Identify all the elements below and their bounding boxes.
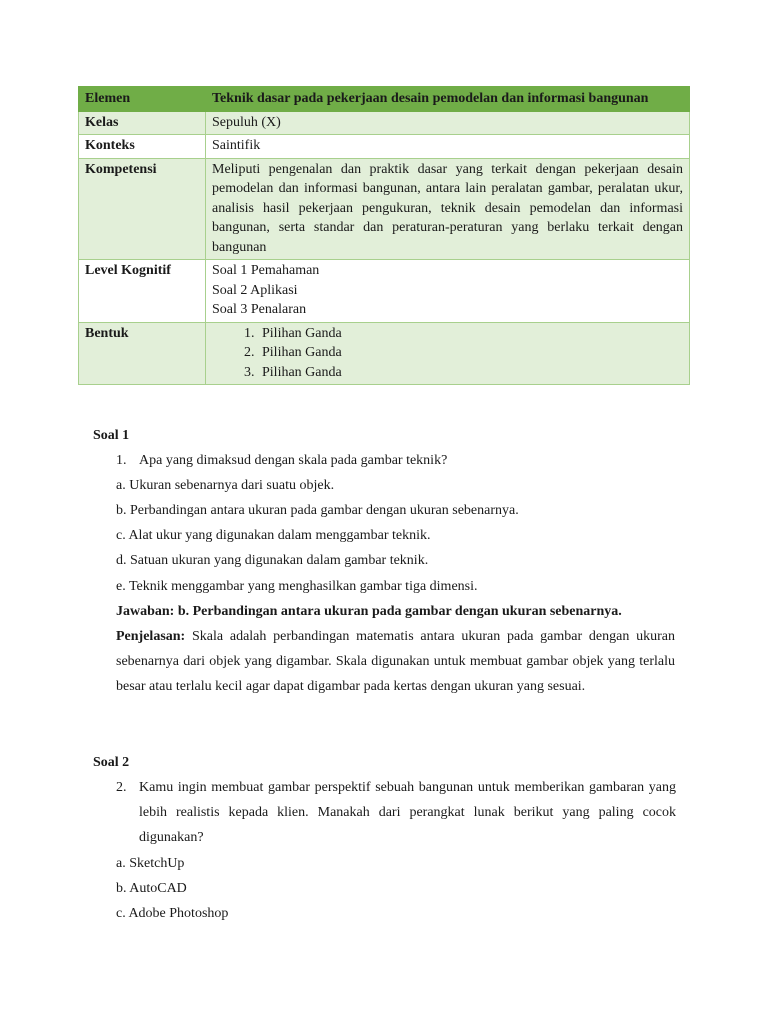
- soal-2-option-b: b. AutoCAD: [116, 881, 187, 896]
- table-row-kompetensi: [79, 158, 690, 260]
- list-item: 2. Pilihan Ganda: [258, 343, 683, 363]
- value-kelas: Sepuluh (X): [206, 111, 690, 135]
- label-bentuk: Bentuk: [79, 322, 206, 385]
- soal-1-option-a: a. Ukuran sebenarnya dari suatu objek.: [116, 478, 335, 493]
- table-row-elemen: [79, 87, 690, 112]
- table-row-kelas: [79, 111, 690, 135]
- list-item: 3. Pilihan Ganda: [258, 363, 683, 383]
- value-level-kognitif: [206, 260, 690, 323]
- label-kelas: Kelas: [79, 111, 206, 135]
- table-row-bentuk: [79, 322, 690, 385]
- bentuk-list: [212, 324, 683, 383]
- soal-2-title: Soal 2: [93, 755, 130, 770]
- level-line: Soal 3 Penalaran: [212, 302, 307, 317]
- soal-2-question: [116, 775, 676, 851]
- soal-1-title: Soal 1: [93, 428, 130, 443]
- table-row-level-kognitif: [79, 260, 690, 323]
- soal-1-option-b: b. Perbandingan antara ukuran pada gambar dengan ukuran sebenarnya.: [116, 503, 519, 518]
- value-bentuk: [206, 322, 690, 385]
- label-level-kognitif: Level Kognitif: [79, 260, 206, 323]
- question-text: Kamu ingin membuat gambar perspektif sebuah bangunan untuk memberikan gambaran yang lebih realistis kepada klien. Manakah dari perangkat lunak berikut yang paling cocok digunakan?: [139, 780, 676, 846]
- question-number: 1.: [116, 453, 127, 468]
- soal-1-answer: Jawaban: b. Perbandingan antara ukuran pada gambar dengan ukuran sebenarnya.: [116, 604, 622, 619]
- soal-1-option-c: c. Alat ukur yang digunakan dalam menggambar teknik.: [116, 528, 431, 543]
- explanation-label: Penjelasan:: [116, 629, 186, 644]
- explanation-text: Skala adalah perbandingan matematis antara ukuran pada gambar dengan ukuran sebenarnya dari objek yang digambar. Skala digunakan untuk membuat gambar objek yang terlalu besar atau terlalu kecil agar dapat digambar pada kertas dengan ukuran yang sesuai.: [116, 629, 675, 695]
- level-line: Soal 2 Aplikasi: [212, 282, 298, 298]
- value-elemen: Teknik dasar pada pekerjaan desain pemodelan dan informasi bangunan: [206, 87, 690, 112]
- question-number: 2.: [116, 780, 127, 795]
- soal-2-option-c: c. Adobe Photoshop: [116, 906, 229, 921]
- table-row-konteks: [79, 135, 690, 159]
- soal-2-option-a: a. SketchUp: [116, 856, 185, 871]
- label-kompetensi: Kompetensi: [79, 158, 206, 260]
- value-kompetensi: Meliputi pengenalan dan praktik dasar yang terkait dengan pekerjaan desain pemodelan dan informasi bangunan, antara lain peralatan gambar, peralatan ukur, analisis hasil pekerjaan pengukuran, teknik desain pemodelan dan informasi bangunan, serta standar dan peraturan-peraturan yang berlaku terkait dengan bangunan: [206, 158, 690, 260]
- info-table: [78, 86, 690, 385]
- label-konteks: Konteks: [79, 135, 206, 159]
- soal-1-option-d: d. Satuan ukuran yang digunakan dalam gambar teknik.: [116, 553, 429, 568]
- soal-1-explanation: [116, 624, 675, 700]
- question-text: Apa yang dimaksud dengan skala pada gambar teknik?: [139, 453, 448, 468]
- soal-1-option-e: e. Teknik menggambar yang menghasilkan gambar tiga dimensi.: [116, 579, 478, 594]
- value-konteks: Saintifik: [206, 135, 690, 159]
- level-line: Soal 1 Pemahaman: [212, 263, 320, 278]
- label-elemen: Elemen: [79, 87, 206, 112]
- list-item: 1. Pilihan Ganda: [258, 324, 683, 344]
- soal-1-question: [116, 448, 676, 473]
